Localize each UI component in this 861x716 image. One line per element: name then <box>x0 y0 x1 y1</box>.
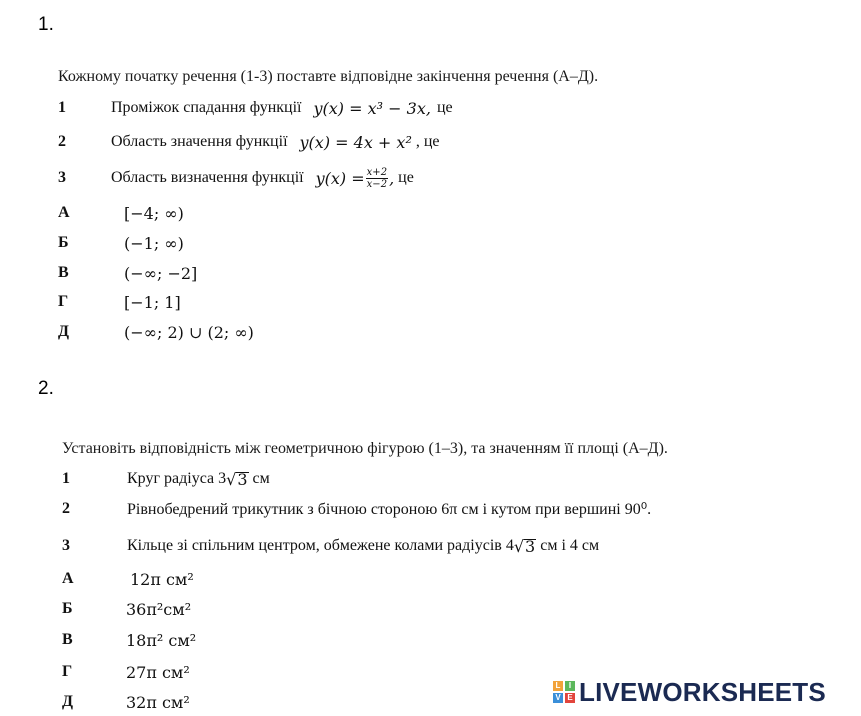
option-label: Б <box>58 234 69 251</box>
option-value: 18π² см² <box>126 630 197 650</box>
option-label: А <box>62 570 74 587</box>
option-value: 36π²см² <box>126 599 192 619</box>
logo-text: LIVEWORKSHEETS <box>579 676 826 707</box>
item-formula-lhs: y(x) = <box>315 168 365 188</box>
liveworksheets-logo[interactable] <box>553 678 826 706</box>
q1-option-a <box>58 200 184 226</box>
option-value: (−∞; 2) ∪ (2; ∞) <box>124 322 254 342</box>
item-formula: y(x) = 4x + x² <box>299 132 412 152</box>
option-label: А <box>58 204 70 221</box>
q2-option-g <box>62 659 190 685</box>
question-1-instruction: Кожному початку речення (1-3) поставте відповідне закінчення речення (А–Д). <box>58 68 599 85</box>
q1-item-3 <box>58 163 414 193</box>
option-value: 32π см² <box>126 692 190 712</box>
item-text-after: см і 4 см <box>536 537 600 554</box>
option-label: Г <box>58 293 69 310</box>
sqrt-sign: √ <box>226 469 237 489</box>
question-2-instruction: Установіть відповідність між геометричною фігурою (1–3), та значенням її площі (А–Д). <box>62 440 668 457</box>
sqrt-radicand: 3 <box>525 536 536 556</box>
item-text-after: см <box>248 470 270 487</box>
item-suffix: це <box>436 99 453 116</box>
option-value: [−4; ∞) <box>124 203 184 223</box>
item-formula: y(x) = x³ − 3x, <box>313 98 431 118</box>
option-value: 12π см² <box>130 569 194 589</box>
q2-option-a <box>62 566 194 592</box>
q1-option-d <box>58 319 254 345</box>
item-text-before: Кільце зі спільним центром, обмежене колами радіусів 4 <box>127 537 514 554</box>
q2-item-3 <box>62 533 599 559</box>
item-label: 1 <box>62 470 70 487</box>
q2-option-b <box>62 596 191 622</box>
item-suffix: це <box>398 169 414 186</box>
item-suffix: , це <box>415 133 440 150</box>
option-label: В <box>62 631 73 648</box>
option-value: (−∞; −2] <box>124 263 198 283</box>
logo-mark-icon <box>553 681 575 703</box>
item-text: Область визначення функції <box>111 169 304 186</box>
q2-option-v <box>62 627 196 653</box>
q2-item-1 <box>62 466 270 492</box>
item-text-before: Круг радіуса 3 <box>127 470 227 487</box>
q1-option-v <box>58 260 197 286</box>
option-label: Д <box>62 693 74 710</box>
question-1-number: 1. <box>38 14 54 35</box>
q1-item-1 <box>58 95 453 121</box>
logo-mark-letter: V <box>553 693 563 703</box>
option-label: Б <box>62 600 73 617</box>
option-value: [−1; 1] <box>124 292 181 312</box>
fraction-denominator: x−2 <box>366 178 388 190</box>
q1-item-2 <box>58 129 440 155</box>
option-label: Д <box>58 323 70 340</box>
item-text: Область значення функції <box>111 133 288 150</box>
item-label: 2 <box>58 133 66 150</box>
item-label: 1 <box>58 99 66 116</box>
logo-mark-letter: E <box>565 693 575 703</box>
item-label: 3 <box>58 169 66 186</box>
item-label: 2 <box>62 500 70 517</box>
logo-mark-letter: L <box>553 681 563 691</box>
option-label: Г <box>62 663 73 680</box>
option-value: 27π см² <box>126 662 190 682</box>
sqrt-sign: √ <box>513 536 525 556</box>
question-2-number: 2. <box>38 378 54 399</box>
item-text: Рівнобедрений трикутник з бічною стороною 6π см і кутом при вершині 90⁰. <box>127 501 652 518</box>
item-formula-end: , <box>389 168 395 188</box>
option-label: В <box>58 264 69 281</box>
option-value: (−1; ∞) <box>124 233 184 253</box>
logo-mark-letter: I <box>565 681 575 691</box>
item-label: 3 <box>62 537 70 554</box>
sqrt-radicand: 3 <box>237 469 248 489</box>
q2-option-d <box>62 689 190 715</box>
q2-item-2 <box>62 496 651 522</box>
fraction-numerator: x+2 <box>366 166 388 178</box>
q1-option-g <box>58 289 181 315</box>
item-text: Проміжок спадання функції <box>111 99 302 116</box>
fraction <box>366 167 388 190</box>
q1-option-b <box>58 230 184 256</box>
